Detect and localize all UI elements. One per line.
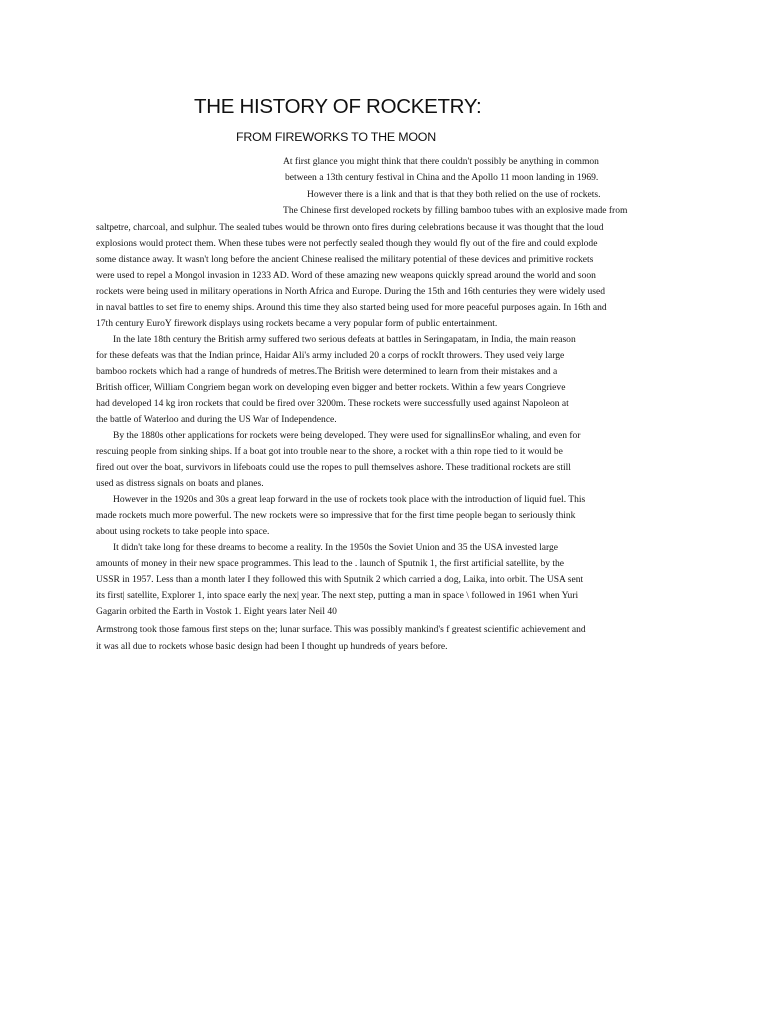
body-line: about using rockets to take people into space. xyxy=(96,526,270,537)
body-line: However there is a link and that is that they both relied on the use of rockets. xyxy=(307,189,601,200)
body-line: However in the 1920s and 30s a great leap forward in the use of rockets took place with the introduction of liquid fuel. This xyxy=(113,494,586,505)
body-line: Armstrong took those famous first steps on the; lunar surface. This was possibly mankind's f greatest scientific achievement and xyxy=(96,624,586,635)
body-line: had developed 14 kg iron rockets that could be fired over 3200m. These rockets were successfully used against Napoleon at xyxy=(96,398,569,409)
body-line: It didn't take long for these dreams to become a reality. In the 1950s the Soviet Union and 35 the USA invested large xyxy=(113,542,559,553)
body-line: its first| satellite, Explorer 1, into space early the nex| year. The next step, putting a man in space \ followed in 1961 when Yuri xyxy=(96,590,579,601)
body-line: The Chinese first developed rockets by filling bamboo tubes with an explosive made from xyxy=(283,205,628,216)
body-line: explosions would protect them. When these tubes were not perfectly sealed though they would fly out of the fire and could explode xyxy=(96,238,598,249)
body-line: used as distress signals on boats and planes. xyxy=(96,478,264,489)
document-title: THE HISTORY OF ROCKETRY: xyxy=(194,95,482,118)
body-line: rockets were being used in military operations in North Africa and Europe. During the 15th and 16th centuries they were widely used xyxy=(96,286,606,297)
body-line: amounts of money in their new space programmes. This lead to the . launch of Sputnik 1, the first artificial satellite, by the xyxy=(96,558,565,569)
body-line: between a 13th century festival in China and the Apollo 11 moon landing in 1969. xyxy=(285,172,599,183)
body-line: 17th century EuroY firework displays using rockets became a very popular form of public entertainment. xyxy=(96,318,498,329)
body-line: By the 1880s other applications for rockets were being developed. They were used for signallinsEor whaling, and even for xyxy=(113,430,581,441)
body-line: some distance away. It wasn't long before the ancient Chinese realised the military potential of these devices and primitive rockets xyxy=(96,254,594,265)
body-line: for these defeats was that the Indian prince, Haidar Ali's army included 20 a corps of rockIt throwers. They used veiy large xyxy=(96,350,565,361)
body-line: saltpetre, charcoal, and sulphur. The sealed tubes would be thrown onto fires during celebrations because it was thought that the loud xyxy=(96,222,604,233)
body-line: it was all due to rockets whose basic design had been I thought up hundreds of years before. xyxy=(96,641,448,652)
document-subtitle: FROM FIREWORKS TO THE MOON xyxy=(236,130,436,144)
body-line: fired out over the boat, survivors in lifeboats could use the ropes to pull themselves ashore. These traditional rockets are still xyxy=(96,462,571,473)
body-line: bamboo rockets which had a range of hundreds of metres.The British were determined to learn from their mistakes and a xyxy=(96,366,558,377)
body-line: rescuing people from sinking ships. If a boat got into trouble near to the shore, a rocket with a thin rope tied to it would be xyxy=(96,446,563,457)
body-line: the battle of Waterloo and during the US War of Independence. xyxy=(96,414,337,425)
body-line: made rockets much more powerful. The new rockets were so impressive that for the first time people began to seriously think xyxy=(96,510,576,521)
body-line: British officer, William Congriem began work on developing even bigger and better rockets. Within a few years Congrieve xyxy=(96,382,566,393)
body-line: in naval battles to set fire to enemy ships. Around this time they also started being used for more peaceful purposes again. In 16th and xyxy=(96,302,607,313)
body-line: were used to repel a Mongol invasion in 1233 AD. Word of these amazing new weapons quickly spread around the world and soon xyxy=(96,270,596,281)
body-line: USSR in 1957. Less than a month later I they followed this with Sputnik 2 which carried a dog, Laika, into orbit. The USA sent xyxy=(96,574,584,585)
body-line: Gagarin orbited the Earth in Vostok 1. Eight years later Neil 40 xyxy=(96,606,337,617)
body-line: At first glance you might think that there couldn't possibly be anything in common xyxy=(283,156,599,167)
body-line: In the late 18th century the British army suffered two serious defeats at battles in Seringapatam, in India, the main reason xyxy=(113,334,576,345)
